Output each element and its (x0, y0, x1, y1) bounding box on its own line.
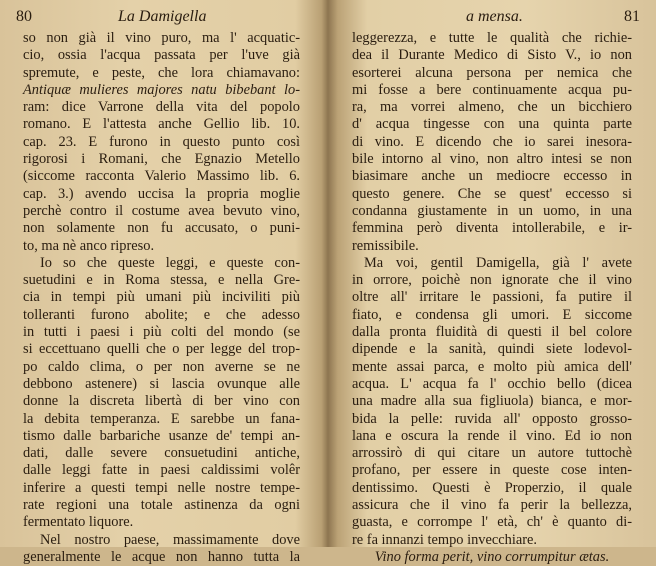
text-line: po caldo clima, o per non averne se ne (23, 358, 300, 375)
text-line: dati, dalle severe consuetudini antiche, (23, 445, 300, 462)
latin-verse-line (334, 549, 632, 566)
text-line: tismo dalle barbariche usanze de' tempi an- (23, 427, 300, 444)
text-line: dea il Durante Medico di Sisto V., io non (352, 47, 632, 64)
text-line: romano. E l'attesta anche Gellio lib. 10. (23, 116, 300, 133)
text-line: fermentato liquore. (23, 514, 134, 531)
text-line: (siccome racconta Valerio Massimo lib. 6. (23, 168, 300, 185)
text-line: leggerezza, e tutte le qualità che richie- (352, 30, 632, 46)
text-line: suetudini e in Roma stessa, e nella Gre- (23, 272, 300, 289)
text-line: donne la discreta libertà di ber vino con (23, 393, 300, 410)
text-line: oltre all' irritare le passioni, fa putire il (352, 289, 632, 306)
text-line: acqua. L' acqua fa l' occhio bello (dicea (352, 375, 632, 392)
paragraph-start-line: Ma voi, gentil Damigella, già l' avete (364, 254, 632, 271)
text-line: cia in tempi più umani più inciviliti più (23, 289, 300, 306)
text-line: remissibile. (352, 237, 419, 254)
text-line: re fa innanzi tempo invecchiare. (352, 531, 537, 548)
text-line: to, ma nè anco ripreso. (23, 237, 155, 254)
text-line: biasimare anche un mediocre eccesso in (352, 168, 632, 185)
text-line: mi fosse a bere continuamente acqua pu- (352, 81, 632, 98)
text-line: cap. 3.) avendo uccisa la propria moglie (23, 185, 300, 202)
text-line: cap. 23. E furono in questo punto così (23, 133, 300, 150)
page-number-left: 80 (16, 8, 32, 25)
text-line: in tutti i paesi i più colti del mondo (se (23, 324, 300, 341)
text-line: dentissimo. Questi è Properzio, il quale (352, 479, 632, 496)
page-number-right: 81 (624, 8, 640, 25)
right-page (334, 0, 656, 565)
text-line: assicura che il vino fa perir la bellezza, (352, 497, 632, 514)
paragraph-start-line: Nel nostro paese, massimamente dove (40, 531, 300, 548)
running-head-title-right: a mensa. (466, 8, 523, 25)
left-page (0, 0, 318, 565)
text-line: bile intorno al vino, non altro intesi se non (352, 151, 632, 168)
text-line (0, 82, 300, 99)
text-line: guasta, e corrompe l' età, ch' è quanto di- (352, 514, 632, 531)
text-line: profano, per essere in queste cose inten- (352, 462, 632, 479)
text-line: d' acqua tingesse con una quinta parte (352, 116, 632, 133)
text-line: si eccettuano quelli che o per legge del trop- (23, 341, 300, 358)
text-line: fiato, e condensa gli umori. E siccome (352, 306, 632, 323)
left-page-text (0, 30, 318, 566)
right-page-text (334, 30, 656, 566)
text-line: tolleranti furono abolite; e che adesso (23, 306, 300, 323)
text-line: femmina però diventa intollerabile, e ir- (352, 220, 632, 237)
text-line: lana e oscura la rende il vino. Ed io non (352, 427, 632, 444)
left-running-head (0, 8, 318, 26)
text-line: una madre alla sua figliuola) bianca, e mor- (352, 393, 632, 410)
text-line: mente assai parca, e molto più amica dell' (352, 358, 632, 375)
running-head-title-left: La Damigella (118, 8, 207, 25)
paragraph-start-line: Io so che queste leggi, e queste con- (40, 254, 300, 271)
text-line: rate regioni una totale astinenza da ogni (23, 497, 300, 514)
text-line: cio, ossia l'acqua passata per l'uve già (23, 47, 300, 64)
text-line: ram: dice Varrone della vita del popolo (23, 99, 300, 116)
text-line: di vino. E dicendo che io sarei inesora- (352, 133, 632, 150)
text-line: debbono astenere) si lascia ovunque alle (23, 375, 300, 392)
text-line: rigorosi i Romani, che Egnazio Metello (23, 151, 300, 168)
text-line: dalle leggi fatte in paesi caldissimi volêr (23, 462, 300, 479)
text-line: bida la pelle: ruvida all' opposto grosso- (352, 410, 632, 427)
text-line: ra, ma vorrei almeno, che un bicchiero (352, 99, 632, 116)
text-line: in orrore, poichè non ignorate che il vino (352, 272, 632, 289)
text-line: inferire a questi tempi nelle nostre tempe- (23, 479, 300, 496)
text-line: so non già il vino puro, ma l' acquatic- (23, 30, 300, 46)
text-line: non solamente non fu accusato, o puni- (23, 220, 300, 237)
text-line: generalmente le acque non hanno tutta la (23, 548, 300, 565)
text-line: arrossirò di qui citare un autore tuttochè (352, 445, 632, 462)
text-line: dipende e la sanità, quindi siete lodevol- (352, 341, 632, 358)
text-line: esorterei alcuna persona per nemica che (352, 64, 632, 81)
text-line: condanna giustamente in un uomo, in una (352, 202, 632, 219)
latin-verse-text: Vino forma perit, vino corrumpitur ætas. (374, 548, 610, 565)
text-line: la debita temperanza. E sarebbe un fana- (23, 410, 300, 427)
text-line: perchè contro il costume avea bevuto vino, (23, 202, 300, 219)
text-line: dalla pronta fluidità di questi il bel colore (352, 324, 632, 341)
right-running-head (334, 8, 656, 26)
latin-quote-line: Antiquæ mulieres majores natu bibebant lo- (23, 81, 300, 98)
text-line: questo genere. Che se quest' eccesso si (352, 185, 632, 202)
text-line: spremute, e peste, che lora chiamavano: (23, 64, 300, 81)
